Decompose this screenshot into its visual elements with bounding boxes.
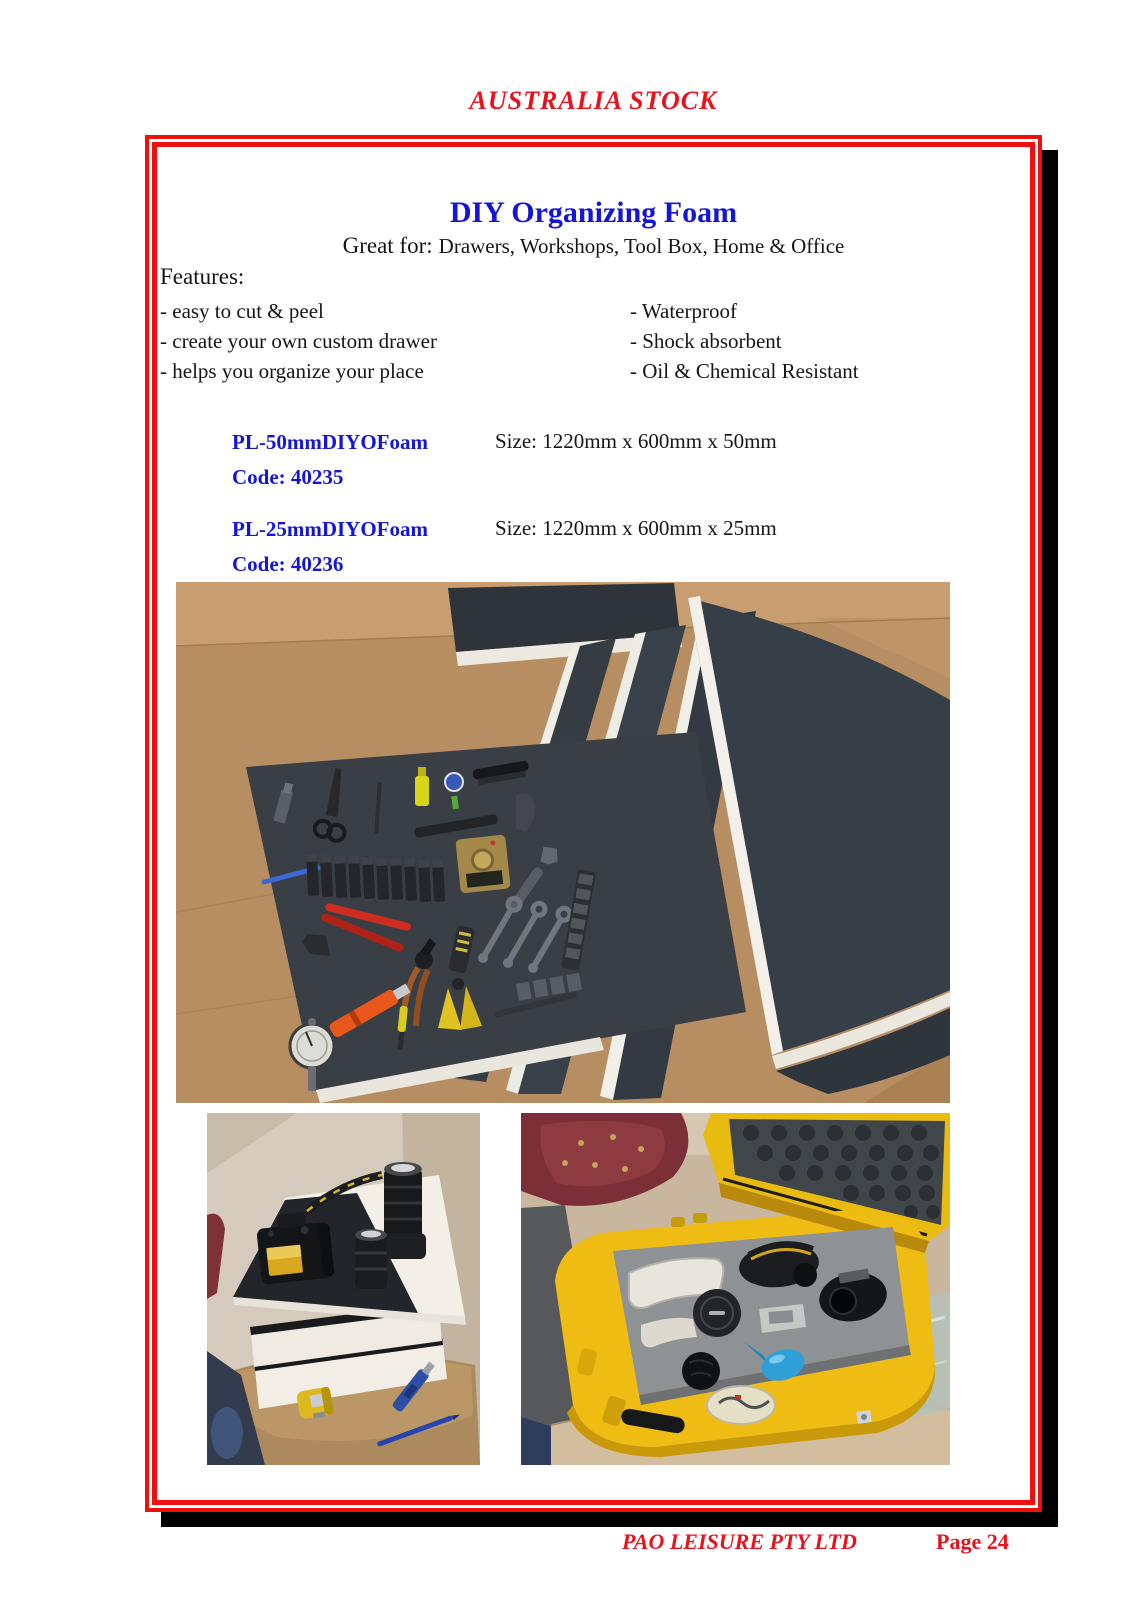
features-list-right (630, 296, 859, 386)
case-clasp (856, 1410, 872, 1424)
feature-item: - easy to cut & peel (160, 299, 324, 323)
feature-item: - Waterproof (630, 299, 737, 323)
features-list-left (160, 296, 437, 386)
variant-size: Size: 1220mm x 600mm x 50mm (495, 429, 777, 453)
page-header-title: AUSTRALIA STOCK (469, 86, 718, 115)
camera-foam-illustration (207, 1113, 480, 1465)
great-for-label: Great for: (342, 233, 433, 258)
variant-size: Size: 1220mm x 600mm x 25mm (495, 516, 777, 540)
feature-item: - Shock absorbent (630, 329, 782, 353)
black-pouch (682, 1352, 720, 1390)
product-title: DIY Organizing Foam (449, 196, 738, 229)
photo-camera-on-foam (207, 1113, 480, 1465)
feature-item: - Oil & Chemical Resistant (630, 359, 859, 383)
variant-code: Code: 40236 (232, 552, 344, 576)
footer-company: PAO LEISURE PTY LTD (622, 1529, 857, 1554)
plastic-bag (707, 1386, 775, 1424)
feature-item: - helps you organize your place (160, 359, 424, 383)
variant-name: PL-50mmDIYOFoam (232, 430, 428, 454)
foam-sheets-illustration (176, 582, 950, 1103)
variant-2 (232, 512, 428, 582)
photo-foam-sheets (176, 582, 950, 1103)
footer-page-number: Page 24 (936, 1529, 1009, 1554)
multimeter-icon (455, 835, 510, 894)
variant-1 (232, 425, 428, 495)
small-lens (355, 1229, 387, 1289)
great-for-text: Drawers, Workshops, Tool Box, Home & Office (438, 234, 845, 258)
features-heading: Features: (160, 264, 245, 289)
lens-cap (693, 1289, 741, 1337)
photo-yellow-case (521, 1113, 950, 1465)
variant-code: Code: 40235 (232, 465, 344, 489)
yellow-case-illustration (521, 1113, 950, 1465)
great-for-line (145, 233, 1042, 259)
variant-name: PL-25mmDIYOFoam (232, 517, 428, 541)
feature-item: - create your own custom drawer (160, 329, 437, 353)
